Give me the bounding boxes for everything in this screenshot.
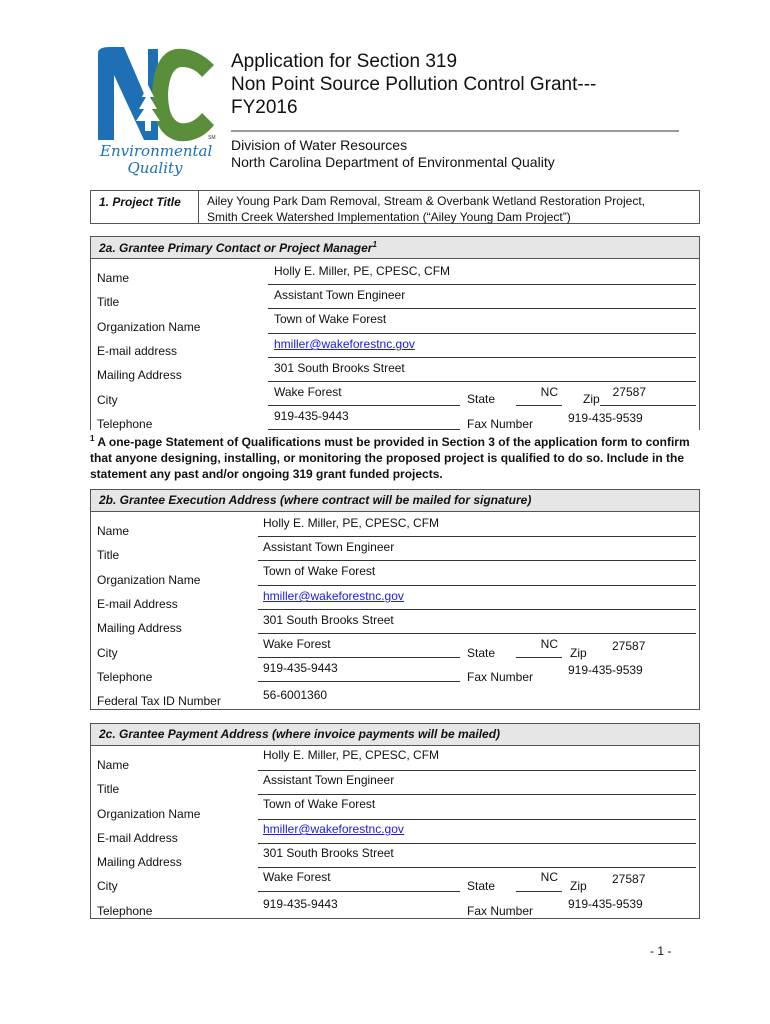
title-divider (231, 130, 679, 132)
email-field[interactable] (258, 587, 696, 610)
label-mailing: Mailing Address (97, 855, 182, 869)
label-org: Organization Name (97, 573, 201, 587)
state-value: NC (540, 385, 558, 399)
label-mailing: Mailing Address (97, 621, 182, 635)
project-title-label: 1. Project Title (99, 195, 181, 209)
telephone-value: 919-435-9443 (274, 409, 349, 423)
label-zip: Zip (570, 646, 587, 660)
logo-line1: Environmental (100, 142, 213, 160)
label-telephone: Telephone (97, 904, 153, 918)
telephone-field[interactable] (268, 407, 460, 430)
department-name: North Carolina Department of Environmental Quality (231, 154, 555, 170)
label-fax: Fax Number (467, 417, 534, 431)
city-value: Wake Forest (263, 870, 331, 884)
project-title-line1: Ailey Young Park Dam Removal, Stream & Overbank Wetland Restoration Project, (207, 194, 645, 208)
state-value: NC (540, 637, 558, 651)
logo-tm: SM (208, 135, 216, 141)
label-email: E-mail Address (97, 831, 178, 845)
label-org: Organization Name (97, 807, 201, 821)
fax-value: 919-435-9539 (568, 411, 643, 425)
project-title-label-cell (90, 190, 199, 224)
fax-field[interactable] (568, 409, 643, 427)
label-name: Name (97, 758, 130, 772)
label-zip: Zip (583, 392, 600, 406)
division-name: Division of Water Resources (231, 137, 408, 153)
label-title: Title (97, 295, 120, 309)
title-value: Assistant Town Engineer (274, 288, 406, 302)
section-2a-title: 2a. Grantee Primary Contact or Project Manager (99, 241, 373, 255)
zip-field[interactable] (612, 870, 645, 888)
mailing-value: 301 South Brooks Street (263, 613, 394, 627)
zip-field[interactable] (600, 383, 696, 406)
label-state: State (467, 392, 496, 406)
page-title (231, 50, 596, 119)
label-fax: Fax Number (467, 670, 534, 684)
fax-field[interactable] (568, 661, 643, 679)
city-field[interactable] (258, 869, 460, 892)
city-field[interactable] (258, 635, 460, 658)
org-value: Town of Wake Forest (263, 797, 376, 811)
state-value: NC (540, 870, 558, 884)
zip-value: 27587 (612, 639, 646, 653)
division-block (231, 137, 555, 171)
logo-line2: Quality (127, 159, 183, 177)
mailing-value: 301 South Brooks Street (274, 361, 405, 375)
org-field[interactable] (258, 562, 696, 586)
zip-field[interactable] (612, 637, 645, 655)
mailing-field[interactable] (258, 611, 696, 634)
fax-field[interactable] (568, 895, 643, 913)
label-fax: Fax Number (467, 904, 534, 918)
email-link[interactable]: hmiller@wakeforestnc.gov (274, 337, 415, 351)
section-2a-footnote-ref: 1 (372, 240, 377, 249)
label-name: Name (97, 271, 130, 285)
mailing-value: 301 South Brooks Street (263, 846, 394, 860)
telephone-value: 919-435-9443 (263, 661, 338, 675)
email-field[interactable] (268, 335, 696, 358)
telephone-value: 919-435-9443 (263, 897, 338, 911)
state-field[interactable] (516, 635, 562, 658)
label-telephone: Telephone (97, 417, 153, 431)
footnote-text: A one-page Statement of Qualifications must be provided in Section 3 of the application form to confirm that anyone designing, installing, or monitoring the proposed project is qualified to do so. Include in the statement any past and/or ongoing 319 grant funded projects. (90, 435, 690, 481)
telephone-field[interactable] (263, 895, 338, 913)
label-state: State (467, 879, 496, 893)
label-email: E-mail address (97, 344, 178, 358)
email-field[interactable] (258, 821, 696, 844)
title-value: Assistant Town Engineer (263, 540, 395, 554)
label-state: State (467, 646, 496, 660)
name-field[interactable] (268, 262, 696, 285)
title-field[interactable] (258, 772, 696, 795)
page-number: - 1 - (650, 944, 672, 958)
label-telephone: Telephone (97, 670, 153, 684)
taxid-value: 56-6001360 (263, 688, 328, 702)
name-value: Holly E. Miller, PE, CPESC, CFM (263, 748, 440, 762)
label-title: Title (97, 782, 120, 796)
zip-value: 27587 (612, 385, 646, 399)
org-value: Town of Wake Forest (263, 564, 376, 578)
label-email: E-mail Address (97, 597, 178, 611)
section-2b-header (90, 489, 700, 512)
city-value: Wake Forest (274, 385, 342, 399)
taxid-field[interactable] (263, 686, 327, 704)
email-link[interactable]: hmiller@wakeforestnc.gov (263, 589, 404, 603)
zip-value: 27587 (612, 872, 646, 886)
name-value: Holly E. Miller, PE, CPESC, CFM (274, 264, 451, 278)
label-zip: Zip (570, 879, 587, 893)
title-line1: Application for Section 319 (231, 51, 458, 72)
section-2c-title: 2c. Grantee Payment Address (where invoice payments will be mailed) (99, 727, 501, 741)
state-field[interactable] (516, 383, 562, 406)
label-mailing: Mailing Address (97, 368, 182, 382)
logo-wordmark (100, 142, 213, 177)
fax-value: 919-435-9539 (568, 897, 643, 911)
nc-logo-icon (96, 45, 220, 145)
email-link[interactable]: hmiller@wakeforestnc.gov (263, 822, 404, 836)
qualifications-footnote (90, 431, 700, 482)
title-value: Assistant Town Engineer (263, 773, 395, 787)
label-org: Organization Name (97, 320, 201, 334)
project-title-line2: Smith Creek Watershed Implementation (“Ailey Young Dam Project”) (207, 210, 571, 224)
org-value: Town of Wake Forest (274, 312, 387, 326)
mailing-field[interactable] (258, 845, 696, 868)
title-field[interactable] (258, 538, 696, 561)
title-line3: FY2016 (231, 97, 298, 118)
telephone-field[interactable] (258, 659, 460, 682)
label-city: City (97, 646, 118, 660)
org-field[interactable] (268, 310, 696, 334)
label-city: City (97, 393, 118, 407)
city-field[interactable] (268, 383, 460, 406)
title-field[interactable] (268, 286, 696, 309)
label-title: Title (97, 548, 120, 562)
name-value: Holly E. Miller, PE, CPESC, CFM (263, 516, 440, 530)
section-2c-header (90, 723, 700, 746)
label-city: City (97, 879, 118, 893)
name-field[interactable] (258, 748, 696, 771)
title-line2: Non Point Source Pollution Control Grant--- (231, 74, 597, 95)
org-field[interactable] (258, 796, 696, 820)
label-taxid: Federal Tax ID Number (97, 694, 221, 708)
section-2b-title: 2b. Grantee Execution Address (where contract will be mailed for signature) (99, 493, 532, 507)
footnote-marker: 1 (90, 434, 95, 443)
section-2a-header (90, 236, 700, 259)
project-title-field[interactable] (198, 190, 700, 224)
mailing-field[interactable] (268, 359, 696, 382)
name-field[interactable] (258, 514, 696, 537)
fax-value: 919-435-9539 (568, 663, 643, 677)
state-field[interactable] (516, 869, 562, 892)
city-value: Wake Forest (263, 637, 331, 651)
label-name: Name (97, 524, 130, 538)
